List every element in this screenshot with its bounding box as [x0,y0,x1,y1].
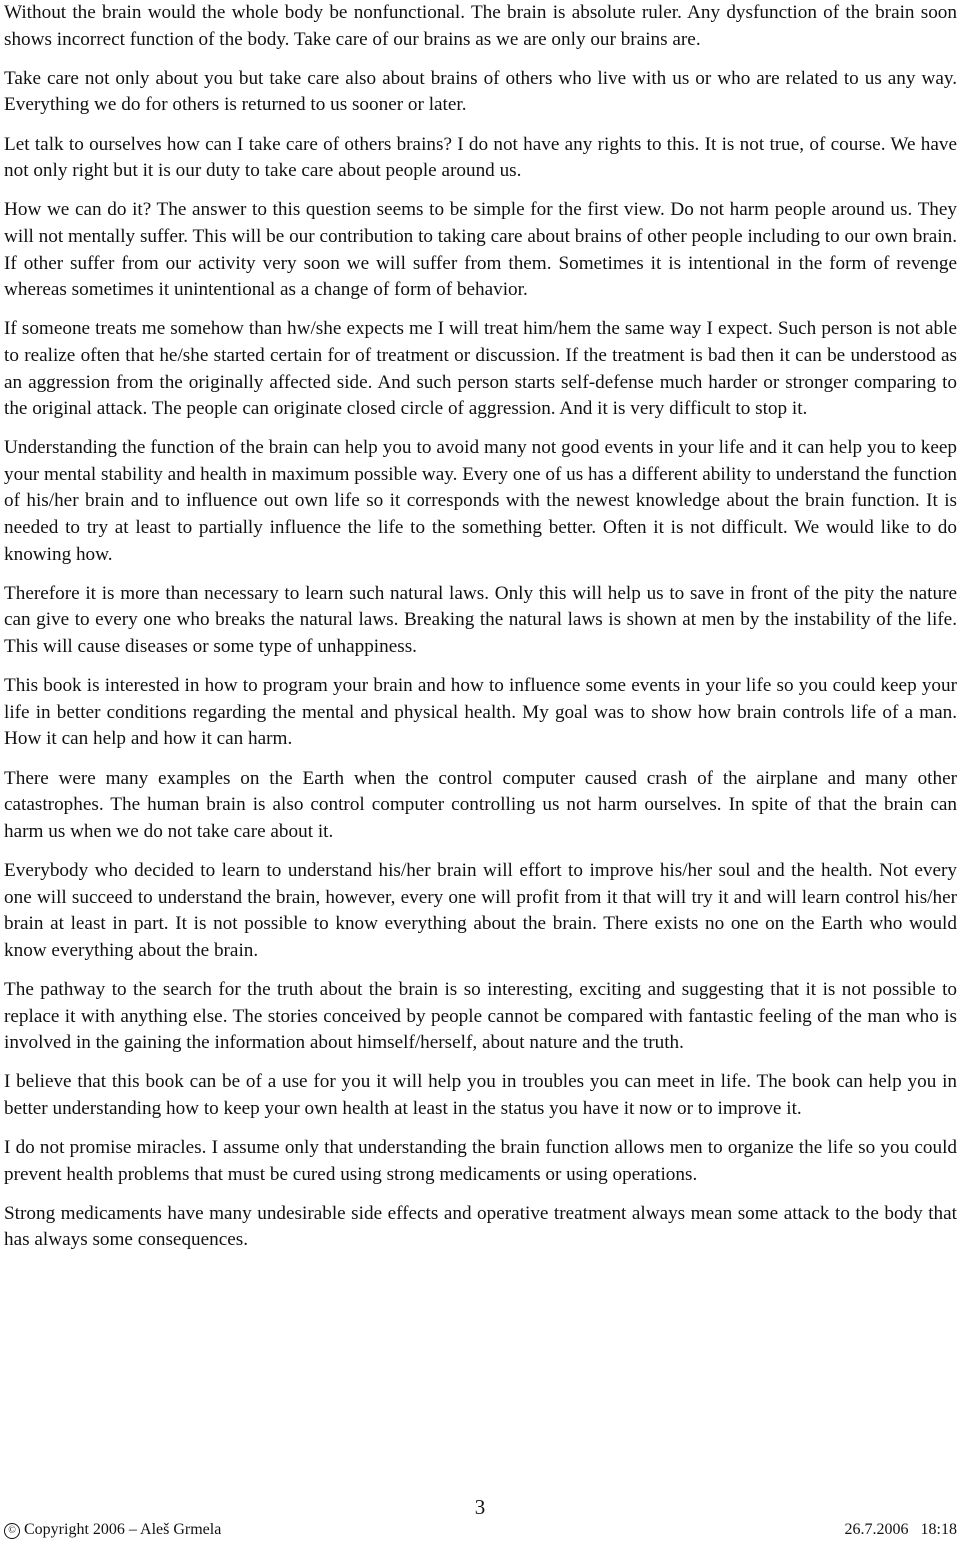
page-number: 3 [474,1495,486,1519]
copyright-text: Copyright 2006 – Aleš Grmela [24,1521,222,1538]
paragraph: If someone treats me somehow than hw/she expects me I will treat him/hem the same way I expect. Such person is not able to realize often that he/she started certain for of treatment or discussion. If the treatment is bad then it can be understood as an aggression from the originally affected side. And such person starts self-defense much harder or stronger comparing to the original attack. The people can originate closed circle of aggression. And it is very difficult to stop it. [4,318,957,420]
document-body [4,0,957,1267]
footer-date: 26.7.2006 [844,1521,909,1538]
paragraph: There were many examples on the Earth when the control computer caused crash of the airplane and many other catastrophes. The human brain is also control computer controlling us not harm ourselves. In spite of that the brain can harm us when we do not take care about it. [4,767,957,842]
paragraph: Without the brain would the whole body be nonfunctional. The brain is absolute ruler. Any dysfunction of the brain soon shows incorrect function of the body. Take care of our brains as we are only our brains are. [4,2,957,50]
paragraph: The pathway to the search for the truth about the brain is so interesting, exciting and suggesting that it is not possible to replace it with anything else. The stories conceived by people cannot be compared with fantastic feeling of the man who is involved in the gaining the information about himself/herself, about nature and the truth. [4,978,957,1054]
paragraph: Strong medicaments have many undesirable side effects and operative treatment always mean some attack to the body that has always some consequences. [4,1202,957,1251]
paragraph: Take care not only about you but take care also about brains of others who live with us or who are related to us any way. Everything we do for others is returned to us sooner or later. [4,67,957,116]
paragraph: Let talk to ourselves how can I take care of others brains? I do not have any rights to this. It is not true, of course. We have not only right but it is our duty to take care about people around us. [4,133,957,182]
paragraph: This book is interested in how to program your brain and how to influence some events in your life so you could keep your life in better conditions regarding the mental and physical health. My goal was to show how brain controls life of a man. How it can help and how it can harm. [4,675,957,750]
paragraph: Therefore it is more than necessary to learn such natural laws. Only this will help us to save in front of the pity the nature can give to every one who breaks the natural laws. Breaking the natural laws is shown at men by the instability of the life. This will cause diseases or some type of unhappiness. [4,582,957,658]
footer-copyright [4,1519,221,1541]
paragraph: Understanding the function of the brain can help you to avoid many not good events in your life and it can help you to keep your mental stability and health in maximum possible way. Every one of us has a different ability to understand the function of his/her brain and to influence out own life so it corresponds with the newest knowledge about the brain function. It is needed to try at least to partially influence the life to the something better. Often it is not difficult. We would like to do knowing how. [4,437,957,565]
footer-time: 18:18 [920,1521,957,1538]
paragraph: I believe that this book can be of a use for you it will help you in troubles you can meet in life. The book can help you in better understanding how to keep your own health at least in the status you have it now or to improve it. [4,1071,957,1119]
footer-timestamp [845,1519,957,1541]
copyright-icon: © [4,1523,20,1539]
paragraph: I do not promise miracles. I assume only that understanding the brain function allows men to organize the life so you could prevent health problems that must be cured using strong medicaments or using operations. [4,1137,957,1185]
paragraph: How we can do it? The answer to this question seems to be simple for the first view. Do not harm people around us. They will not mentally suffer. This will be our contribution to taking care about brains of other people including to our own brain. If other suffer from our activity very soon we will suffer from them. Sometimes it is intentional in the form of revenge whereas sometimes it unintentional as a change of form of behavior. [4,199,957,301]
paragraph: Everybody who decided to learn to understand his/her brain will effort to improve his/her soul and the health. Not every one will succeed to understand the brain, however, every one will profit from it that will try it and will learn control his/her brain at least in part. It is not possible to know everything about the brain. There exists no one on the Earth who would know everything about the brain. [4,859,957,961]
